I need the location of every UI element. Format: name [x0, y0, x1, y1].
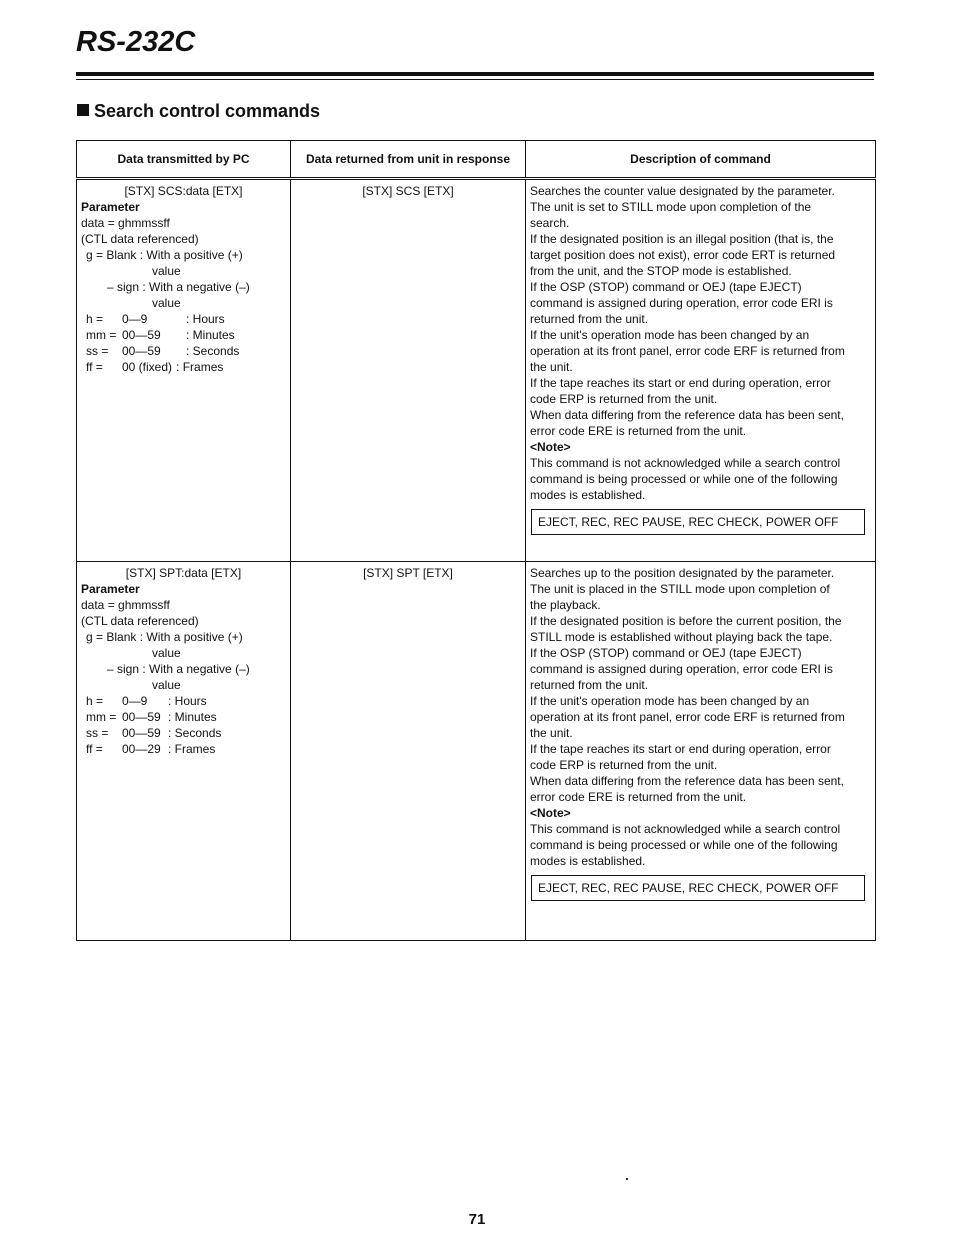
mm-range: mm = 00—59 : Minutes — [86, 710, 217, 724]
description-line: code ERP is returned from the unit. — [530, 392, 718, 406]
command-text: [STX] SCS:data [ETX] — [124, 184, 243, 198]
scan-speck — [626, 1178, 628, 1180]
table-row — [77, 179, 876, 562]
h-range: h = 0—9 : Hours — [86, 312, 225, 326]
description-cell — [526, 179, 876, 562]
response-cell — [291, 179, 526, 562]
table-row — [77, 562, 876, 941]
description-line: Searches the counter value designated by the parameter. — [530, 184, 835, 198]
note-line: This command is not acknowledged while a search control — [530, 822, 841, 836]
description-line: If the unit's operation mode has been changed by an — [530, 694, 810, 708]
modes-box: EJECT, REC, REC PAUSE, REC CHECK, POWER OFF — [531, 509, 865, 535]
response-text: [STX] SPT [ETX] — [363, 566, 453, 580]
sign-value-word: value — [152, 296, 181, 310]
ss-range: ss = 00—59 : Seconds — [86, 726, 222, 740]
description-line: the unit. — [530, 726, 573, 740]
description-line: from the unit, and the STOP mode is established. — [530, 264, 792, 278]
command-text: [STX] SPT:data [ETX] — [125, 566, 242, 580]
sign-definition: – sign : With a negative (–) — [107, 662, 250, 676]
description-line: operation at its front panel, error code ERF is returned from — [530, 344, 845, 358]
parameter-heading: Parameter — [81, 200, 140, 214]
description-line: The unit is set to STILL mode upon completion of the — [530, 200, 812, 214]
column-header-description: Description of command — [526, 141, 876, 179]
description-line: the playback. — [530, 598, 601, 612]
header-rule-thin — [76, 79, 874, 80]
description-line: returned from the unit. — [530, 678, 649, 692]
sign-value-word: value — [152, 678, 181, 692]
column-header-response: Data returned from unit in response — [291, 141, 526, 179]
note-line: modes is established. — [530, 488, 646, 502]
page-title: RS-232C — [76, 26, 196, 58]
description-line: command is assigned during operation, error code ERI is — [530, 296, 833, 310]
note-heading: <Note> — [530, 806, 571, 820]
response-cell — [291, 562, 526, 941]
description-line: Searches up to the position designated by the parameter. — [530, 566, 835, 580]
description-line: STILL mode is established without playing back the tape. — [530, 630, 833, 644]
parameter-heading: Parameter — [81, 582, 140, 596]
description-line: target position does not exist), error code ERT is returned — [530, 248, 836, 262]
note-line: command is being processed or while one of the following — [530, 838, 838, 852]
description-cell — [526, 562, 876, 941]
column-header-transmitted: Data transmitted by PC — [77, 141, 291, 179]
description-line: If the OSP (STOP) command or OEJ (tape EJECT) — [530, 280, 802, 294]
description-line: operation at its front panel, error code ERF is returned from — [530, 710, 845, 724]
command-table — [76, 140, 876, 941]
section-heading — [77, 101, 320, 122]
g-value-word: value — [152, 264, 181, 278]
description-line: When data differing from the reference data has been sent, — [530, 408, 844, 422]
description-line: the unit. — [530, 360, 573, 374]
description-line: error code ERE is returned from the unit. — [530, 424, 747, 438]
square-bullet-icon — [77, 104, 89, 116]
description-line: If the tape reaches its start or end during operation, error — [530, 742, 831, 756]
description-line: If the designated position is an illegal position (that is, the — [530, 232, 834, 246]
description-line: When data differing from the reference data has been sent, — [530, 774, 844, 788]
description-line: If the designated position is before the current position, the — [530, 614, 842, 628]
note-line: modes is established. — [530, 854, 646, 868]
description-line: If the OSP (STOP) command or OEJ (tape EJECT) — [530, 646, 802, 660]
transmit-cell — [77, 562, 291, 941]
description-line: code ERP is returned from the unit. — [530, 758, 718, 772]
table-header-row — [77, 141, 876, 179]
data-format: data = ghmmssff — [81, 216, 170, 230]
ss-range: ss = 00—59 : Seconds — [86, 344, 240, 358]
description-line: returned from the unit. — [530, 312, 649, 326]
description-line: search. — [530, 216, 570, 230]
ff-range: ff = 00 (fixed) : Frames — [86, 360, 224, 374]
g-value-word: value — [152, 646, 181, 660]
header-rule-thick — [76, 72, 874, 76]
modes-box: EJECT, REC, REC PAUSE, REC CHECK, POWER OFF — [531, 875, 865, 901]
description-line: error code ERE is returned from the unit. — [530, 790, 747, 804]
note-line: This command is not acknowledged while a search control — [530, 456, 841, 470]
description-line: The unit is placed in the STILL mode upon completion of — [530, 582, 830, 596]
response-text: [STX] SCS [ETX] — [362, 184, 454, 198]
note-line: command is being processed or while one of the following — [530, 472, 838, 486]
mm-range: mm = 00—59 : Minutes — [86, 328, 235, 342]
h-range: h = 0—9 : Hours — [86, 694, 207, 708]
description-line: If the tape reaches its start or end during operation, error — [530, 376, 831, 390]
data-format: data = ghmmssff — [81, 598, 170, 612]
ff-range: ff = 00—29 : Frames — [86, 742, 216, 756]
sign-definition: – sign : With a negative (–) — [107, 280, 250, 294]
ctl-note: (CTL data referenced) — [81, 614, 199, 628]
description-line: If the unit's operation mode has been changed by an — [530, 328, 810, 342]
g-definition: g = Blank : With a positive (+) — [86, 630, 243, 644]
note-heading: <Note> — [530, 440, 571, 454]
ctl-note: (CTL data referenced) — [81, 232, 199, 246]
page-number: 71 — [468, 1211, 486, 1228]
transmit-cell — [77, 179, 291, 562]
section-heading-text: Search control commands — [94, 101, 321, 121]
description-line: command is assigned during operation, error code ERI is — [530, 662, 833, 676]
g-definition: g = Blank : With a positive (+) — [86, 248, 243, 262]
